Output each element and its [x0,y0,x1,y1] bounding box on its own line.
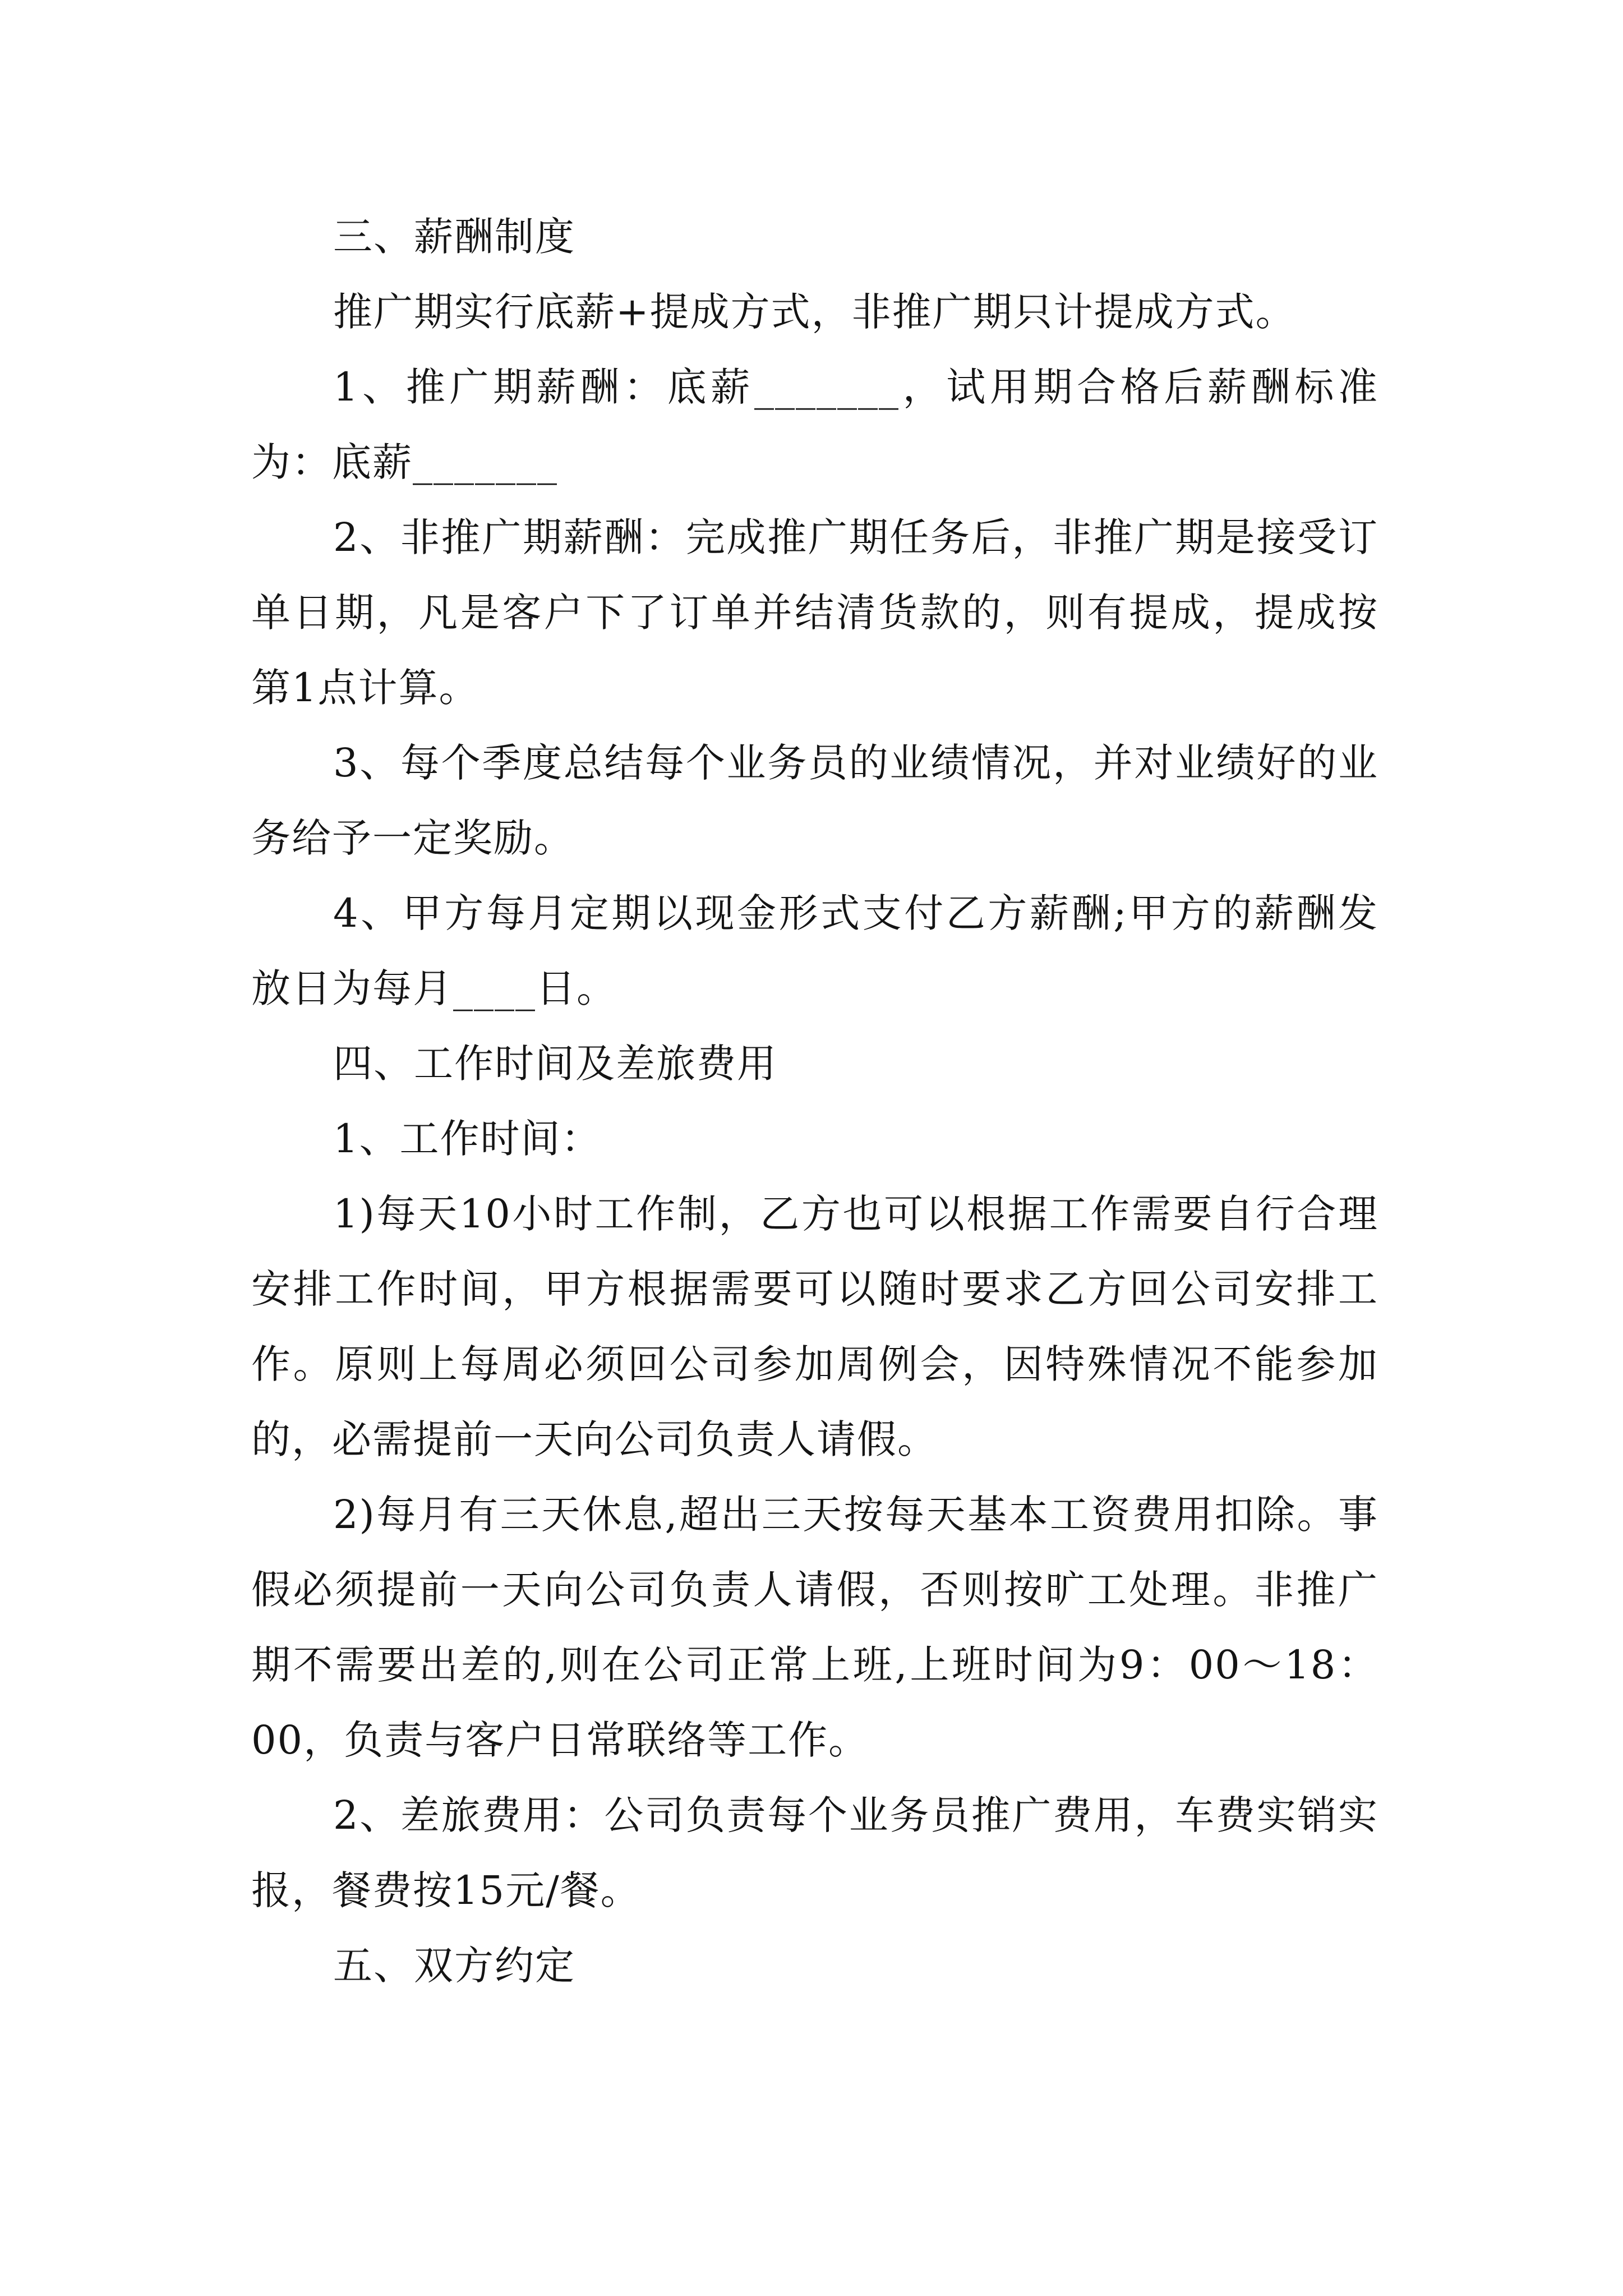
paragraph-quarterly-review: 3、每个季度总结每个业务员的业绩情况，并对业绩好的业务给予一定奖励。 [251,740,1378,861]
paragraph-salary-method: 推广期实行底薪+提成方式，非推广期只计提成方式。 [333,289,1296,335]
document-body [251,199,1378,2003]
paragraph-rest-days: 2)每月有三天休息,超出三天按每天基本工资费用扣除。事假必须提前一天向公司负责人请假，否则按旷工处理。非推广期不需要出差的,则在公司正常上班,上班时间为9：00～18：00，负责与客户日常联络等工作。 [251,1492,1378,1763]
subheading-work-time: 1、工作时间： [333,1116,602,1162]
paragraph-payment-date: 4、甲方每月定期以现金形式支付乙方薪酬;甲方的薪酬发放日为每月____日。 [251,890,1378,1011]
paragraph-non-promotion-salary: 2、非推广期薪酬：完成推广期任务后，非推广期是接受订单日期，凡是客户下了订单并结清货款的，则有提成，提成按第1点计算。 [251,514,1378,711]
section-heading-salary: 三、薪酬制度 [333,214,575,260]
paragraph-travel-expenses: 2、差旅费用：公司负责每个业务员推广费用，车费实销实报，餐费按15元/餐。 [251,1792,1378,1913]
paragraph-daily-hours: 1)每天10小时工作制，乙方也可以根据工作需要自行合理安排工作时间，甲方根据需要可以随时要求乙方回公司安排工作。原则上每周必须回公司参加周例会，因特殊情况不能参加的，必需提前一天向公司负责人请假。 [251,1191,1378,1462]
paragraph-promotion-salary: 1、推广期薪酬：底薪_______，试用期合格后薪酬标准为：底薪_______ [251,364,1378,485]
section-heading-work-time: 四、工作时间及差旅费用 [333,1041,777,1087]
section-heading-agreement: 五、双方约定 [333,1943,575,1989]
